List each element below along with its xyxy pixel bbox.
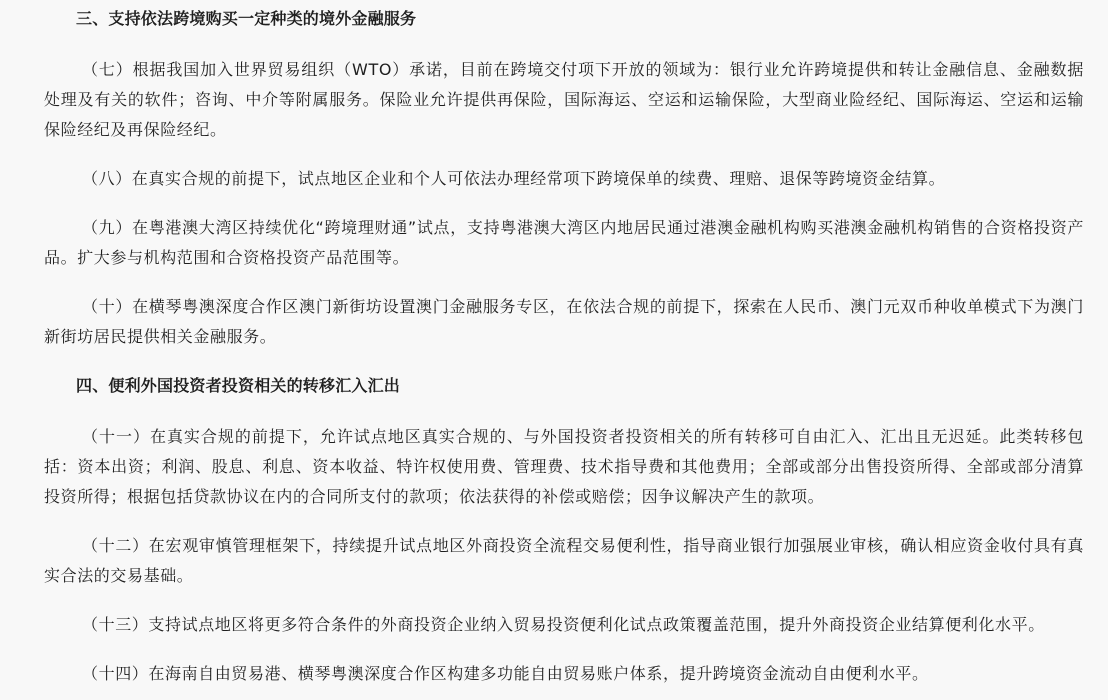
clause-14-paragraph: （十四）在海南自由贸易港、横琴粤澳深度合作区构建多功能自由贸易账户体系，提升跨境资金流动自由便利水平。 bbox=[82, 664, 929, 683]
clause-10-paragraph: （十）在横琴粤澳深度合作区澳门新街坊设置澳门金融服务专区，在依法合规的前提下，探索在人民币、澳门元双币种收单模式下为澳门新街坊居民提供相关金融服务。 bbox=[44, 297, 1084, 346]
clause-13-paragraph: （十三）支持试点地区将更多符合条件的外商投资企业纳入贸易投资便利化试点政策覆盖范围，提升外商投资企业结算便利化水平。 bbox=[82, 615, 1045, 634]
clause-9-paragraph: （九）在粤港澳大湾区持续优化“跨境理财通”试点，支持粤港澳大湾区内地居民通过港澳金融机构购买港澳金融机构销售的合资格投资产品。扩大参与机构范围和合资格投资产品范围等。 bbox=[44, 218, 1084, 267]
clause-7-paragraph: （七）根据我国加入世界贸易组织（WTO）承诺，目前在跨境交付项下开放的领域为：银行业允许跨境提供和转让金融信息、金融数据处理及有关的软件；咨询、中介等附属服务。保险业允许提供再保险，国际海运、空运和运输保险，大型商业险经纪、国际海运、空运和运输保险经纪及再保险经纪。 bbox=[44, 60, 1084, 139]
clause-8-paragraph: （八）在真实合规的前提下，试点地区企业和个人可依法办理经常项下跨境保单的续费、理赔、退保等跨境资金结算。 bbox=[82, 169, 946, 188]
clause-11-paragraph: （十一）在真实合规的前提下，允许试点地区真实合规的、与外国投资者投资相关的所有转移可自由汇入、汇出且无迟延。此类转移包括：资本出资；利润、股息、利息、资本收益、特许权使用费、管理费、技术指导费和其他费用；全部或部分出售投资所得、全部或部分清算投资所得；根据包括贷款协议在内的合同所支付的款项；依法获得的补偿或赔偿；因争议解决产生的款项。 bbox=[44, 427, 1084, 506]
section-3-heading: 三、支持依法跨境购买一定种类的境外金融服务 bbox=[76, 9, 417, 28]
section-4-heading: 四、便利外国投资者投资相关的转移汇入汇出 bbox=[76, 376, 401, 395]
clause-12-paragraph: （十二）在宏观审慎管理框架下，持续提升试点地区外商投资全流程交易便利性，指导商业银行加强展业审核，确认相应资金收付具有真实合法的交易基础。 bbox=[44, 536, 1084, 585]
